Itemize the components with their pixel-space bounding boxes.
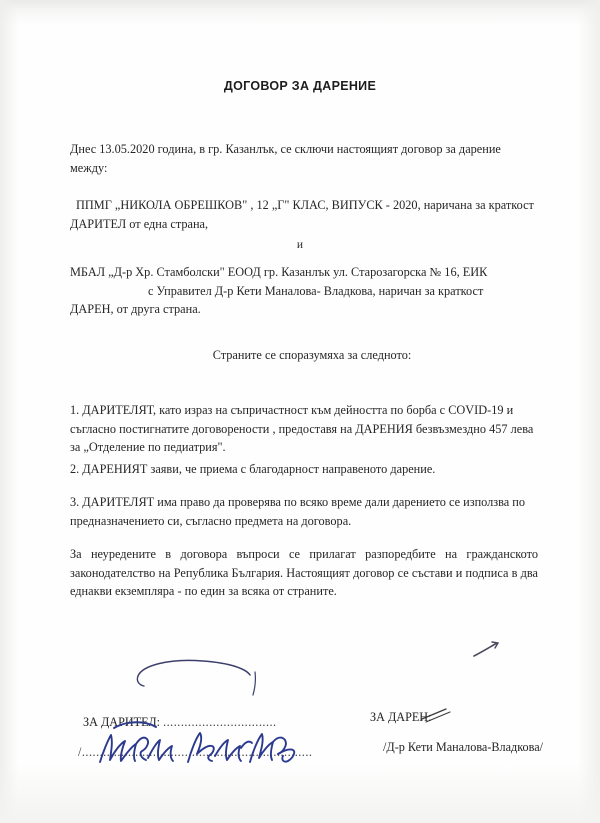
scan-shading-bottom bbox=[0, 763, 600, 823]
donor-signature-dotted-line: ................................ bbox=[163, 715, 277, 729]
scan-shading-top bbox=[0, 0, 600, 26]
recipient-signature-label bbox=[370, 710, 431, 725]
scan-shading-left bbox=[0, 0, 18, 823]
parties-separator: и bbox=[296, 239, 304, 251]
recipient-party-line-3: ДАРЕН, от друга страна. bbox=[70, 302, 201, 316]
clause-3: 3. ДАРИТЕЛЯТ има право да проверява по всяко време дали дарението се използва по предназначението си, съгласно предмета на договора. bbox=[70, 495, 526, 528]
recipient-party-paragraph bbox=[70, 263, 538, 319]
document-title: ДОГОВОР ЗА ДАРЕНИЕ bbox=[223, 79, 377, 93]
donor-party-paragraph: ППМГ „НИКОЛА ОБРЕШКОВ" , 12 „Г" КЛАС, ВИПУСК - 2020, наричана за краткост ДАРИТЕЛ от една страна, bbox=[70, 198, 534, 231]
agreement-heading: Страните се споразумяха за следното: bbox=[212, 348, 412, 362]
recipient-party-line-2: с Управител Д-р Кети Маналова- Владкова, наричан за краткост bbox=[148, 283, 484, 298]
donor-signature-label-row bbox=[83, 715, 277, 730]
donor-signature-label: ЗА ДАРИТЕЛ: bbox=[83, 715, 161, 729]
stray-pen-curve-mark bbox=[128, 648, 278, 706]
recipient-party-line-1: МБАЛ „Д-р Хр. Стамболски" ЕООД гр. Казанлък ул. Старозагорска № 16, ЕИК bbox=[70, 265, 488, 279]
closing-paragraph: За неуредените в договора въпроси се прилагат разпоредбите на гражданското законодателство на Република България. Настоящият договор се състави и подписа в два еднакви екземпляра - по един за всяка от страните. bbox=[70, 547, 538, 598]
donor-name-dotted-line: /................................................................. bbox=[78, 745, 313, 759]
scan-shading-right bbox=[578, 0, 600, 823]
recipient-signature-name: /Д-р Кети Маналова-Владкова/ bbox=[383, 740, 543, 754]
clause-2: 2. ДАРЕНИЯТ заяви, че приема с благодарност направеното дарение. bbox=[70, 462, 436, 476]
clause-1: 1. ДАРИТЕЛЯТ, като израз на съпричастност към дейността по борба с COVID-19 и съгласно постигнатите договорености , предоставя на ДАРЕНИЯ безвъзмездно 457 лева за „Отделение по педиатрия". bbox=[70, 403, 534, 454]
intro-paragraph: Днес 13.05.2020 година, в гр. Казанлък, се сключи настоящият договор за дарение между: bbox=[70, 142, 501, 175]
recipient-signature-label-text: ЗА ДАРЕН: bbox=[370, 710, 432, 724]
stray-pen-tick-mark bbox=[470, 638, 510, 664]
